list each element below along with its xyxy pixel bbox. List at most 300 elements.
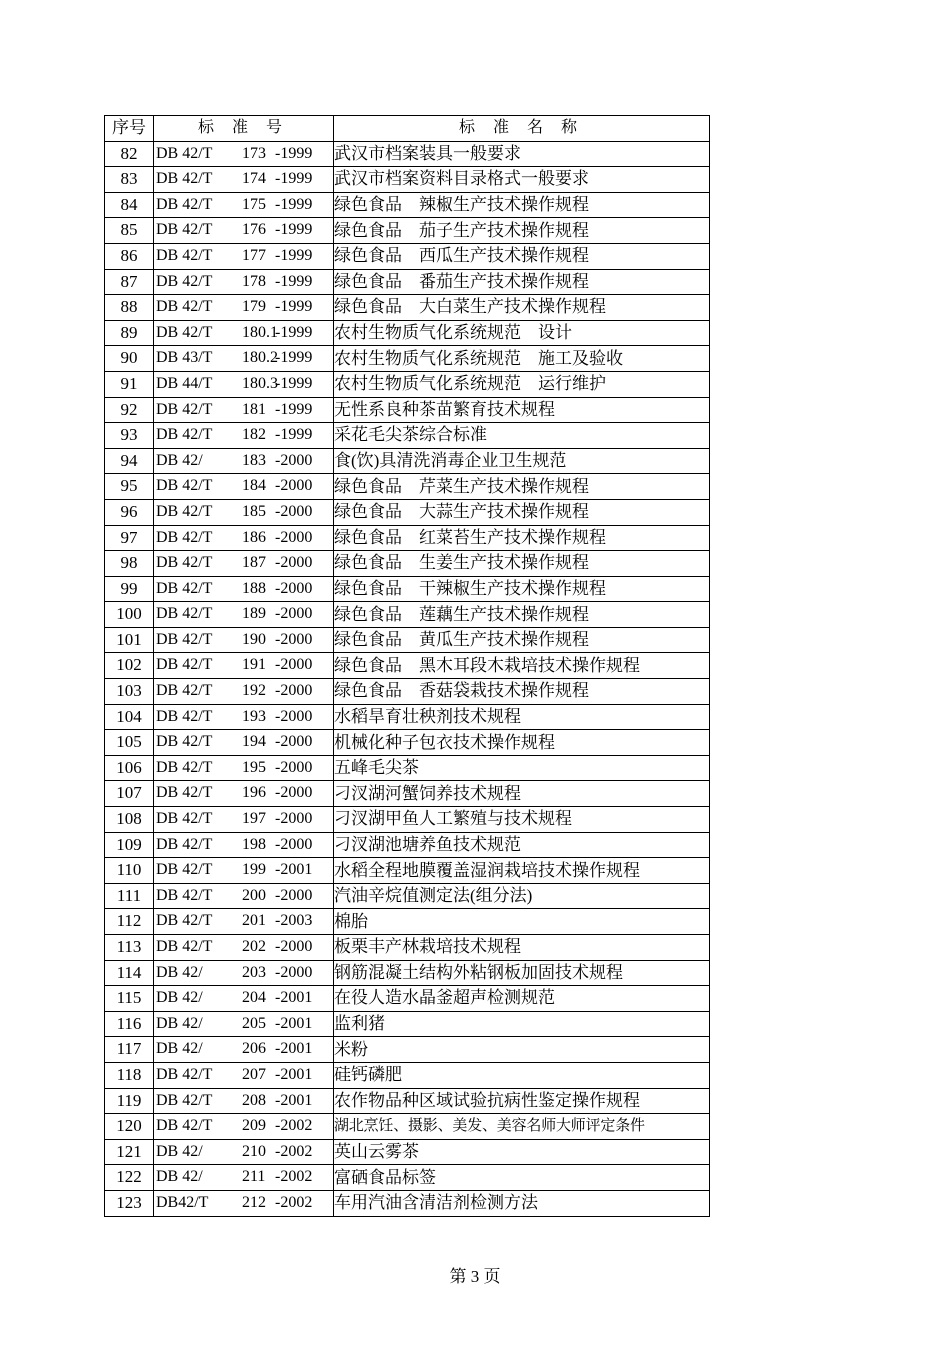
header-code: 标 准 号 (154, 116, 334, 142)
row-seq: 108 (105, 807, 154, 833)
row-standard-code (154, 423, 334, 449)
row-seq: 91 (105, 371, 154, 397)
code-year: -2002 (275, 1117, 313, 1135)
code-number: 180.2 (242, 349, 278, 367)
code-year: -2002 (275, 1142, 313, 1160)
table-row (105, 1114, 710, 1140)
header-name: 标 准 名 称 (334, 116, 710, 142)
code-number: 206 (242, 1040, 266, 1058)
code-number: 174 (242, 170, 266, 188)
table-row (105, 704, 710, 730)
code-prefix: DB 42/ (156, 1142, 203, 1160)
code-year: -1999 (275, 195, 313, 213)
code-prefix: DB 42/T (156, 554, 213, 572)
code-number: 179 (242, 298, 266, 316)
row-standard-name: 绿色食品 香菇袋栽技术操作规程 (334, 679, 710, 705)
code-number: 183 (242, 451, 266, 469)
code-number: 210 (242, 1142, 266, 1160)
table-row (105, 218, 710, 244)
code-prefix: DB 42/T (156, 144, 213, 162)
row-standard-code (154, 346, 334, 372)
row-standard-code (154, 525, 334, 551)
table-row (105, 832, 710, 858)
row-standard-code (154, 653, 334, 679)
row-seq: 99 (105, 576, 154, 602)
row-standard-code (154, 627, 334, 653)
code-prefix: DB 42/T (156, 682, 213, 700)
code-year: -2002 (275, 1168, 313, 1186)
code-year: -2000 (275, 579, 313, 597)
table-row (105, 1011, 710, 1037)
row-seq: 105 (105, 730, 154, 756)
row-seq: 122 (105, 1165, 154, 1191)
code-number: 186 (242, 528, 266, 546)
row-seq: 115 (105, 986, 154, 1012)
code-year: -2000 (275, 682, 313, 700)
code-year: -2000 (275, 963, 313, 981)
row-standard-name: 硅钙磷肥 (334, 1062, 710, 1088)
row-standard-name: 米粉 (334, 1037, 710, 1063)
row-seq: 87 (105, 269, 154, 295)
code-prefix: DB 42/T (156, 528, 213, 546)
row-standard-name: 食(饮)具清洗消毒企业卫生规范 (334, 448, 710, 474)
code-year: -2000 (275, 810, 313, 828)
row-standard-code (154, 935, 334, 961)
row-seq: 119 (105, 1088, 154, 1114)
row-standard-name: 采花毛尖茶综合标准 (334, 423, 710, 449)
row-seq: 109 (105, 832, 154, 858)
row-standard-name: 湖北烹饪、摄影、美发、美容名师大师评定条件 (334, 1114, 710, 1140)
code-number: 194 (242, 733, 266, 751)
row-standard-code (154, 269, 334, 295)
row-standard-code (154, 1190, 334, 1216)
table-row (105, 448, 710, 474)
row-standard-name: 农村生物质气化系统规范 设计 (334, 320, 710, 346)
row-standard-name: 绿色食品 大蒜生产技术操作规程 (334, 499, 710, 525)
code-number: 212 (242, 1193, 266, 1211)
row-standard-code (154, 1114, 334, 1140)
row-standard-name: 板栗丰产林栽培技术规程 (334, 935, 710, 961)
code-year: -1999 (275, 349, 313, 367)
table-row (105, 1037, 710, 1063)
row-seq: 84 (105, 192, 154, 218)
row-seq: 83 (105, 167, 154, 193)
row-standard-code (154, 1062, 334, 1088)
table-row (105, 653, 710, 679)
row-standard-name: 绿色食品 生姜生产技术操作规程 (334, 551, 710, 577)
row-standard-name: 农作物品种区域试验抗病性鉴定操作规程 (334, 1088, 710, 1114)
code-year: -2001 (275, 1065, 313, 1083)
page-number: 第 3 页 (449, 1267, 501, 1286)
row-standard-name: 农村生物质气化系统规范 施工及验收 (334, 346, 710, 372)
code-year: -1999 (275, 144, 313, 162)
row-standard-code (154, 1037, 334, 1063)
code-prefix: DB 42/ (156, 451, 203, 469)
code-number: 196 (242, 784, 266, 802)
code-number: 180.1 (242, 323, 278, 341)
code-year: -2000 (275, 528, 313, 546)
table-row (105, 781, 710, 807)
row-standard-code (154, 320, 334, 346)
row-standard-name: 绿色食品 番茄生产技术操作规程 (334, 269, 710, 295)
table-row (105, 192, 710, 218)
code-number: 184 (242, 477, 266, 495)
row-standard-code (154, 141, 334, 167)
code-prefix: DB 42/ (156, 989, 203, 1007)
code-prefix: DB 42/T (156, 1117, 213, 1135)
row-seq: 92 (105, 397, 154, 423)
code-year: -2002 (275, 1193, 313, 1211)
code-year: -2001 (275, 861, 313, 879)
row-standard-name: 汽油辛烷值测定法(组分法) (334, 883, 710, 909)
row-standard-name: 监利猪 (334, 1011, 710, 1037)
row-seq: 98 (105, 551, 154, 577)
code-number: 197 (242, 810, 266, 828)
code-year: -1999 (275, 298, 313, 316)
code-year: -2001 (275, 1091, 313, 1109)
row-seq: 112 (105, 909, 154, 935)
row-standard-code (154, 1139, 334, 1165)
table-row (105, 371, 710, 397)
code-prefix: DB 42/T (156, 1091, 213, 1109)
table-row (105, 602, 710, 628)
table-row (105, 627, 710, 653)
table-header-row (105, 116, 710, 142)
code-prefix: DB 42/T (156, 246, 213, 264)
table-row (105, 423, 710, 449)
code-prefix: DB 42/ (156, 963, 203, 981)
code-year: -2000 (275, 707, 313, 725)
table-row (105, 243, 710, 269)
code-number: 208 (242, 1091, 266, 1109)
code-prefix: DB 42/T (156, 502, 213, 520)
row-standard-name: 农村生物质气化系统规范 运行维护 (334, 371, 710, 397)
row-standard-name: 绿色食品 莲藕生产技术操作规程 (334, 602, 710, 628)
row-seq: 118 (105, 1062, 154, 1088)
code-year: -2000 (275, 938, 313, 955)
row-standard-name: 钢筋混凝土结构外粘钢板加固技术规程 (334, 960, 710, 986)
code-prefix: DB 44/T (156, 374, 213, 392)
row-standard-name: 绿色食品 干辣椒生产技术操作规程 (334, 576, 710, 602)
code-number: 178 (242, 272, 266, 290)
code-number: 185 (242, 502, 266, 520)
code-year: -2000 (275, 451, 313, 469)
row-standard-code (154, 1165, 334, 1191)
row-seq: 97 (105, 525, 154, 551)
table-row (105, 397, 710, 423)
row-standard-code (154, 704, 334, 730)
row-standard-name: 武汉市档案资料目录格式一般要求 (334, 167, 710, 193)
code-number: 200 (242, 886, 266, 904)
row-seq: 116 (105, 1011, 154, 1037)
code-prefix: DB 42/ (156, 1040, 203, 1058)
row-seq: 95 (105, 474, 154, 500)
row-standard-name: 绿色食品 黄瓜生产技术操作规程 (334, 627, 710, 653)
table-row (105, 935, 710, 961)
table-row (105, 679, 710, 705)
code-number: 199 (242, 861, 266, 879)
code-year: -2000 (275, 835, 313, 853)
table-row (105, 295, 710, 321)
table-row (105, 474, 710, 500)
code-year: -1999 (275, 426, 313, 444)
row-seq: 110 (105, 858, 154, 884)
row-seq: 85 (105, 218, 154, 244)
row-standard-name: 水稻全程地膜覆盖湿润栽培技术操作规程 (334, 858, 710, 884)
code-prefix: DB 42/T (156, 221, 213, 239)
row-standard-code (154, 295, 334, 321)
code-number: 193 (242, 707, 266, 725)
row-standard-name: 英山云雾茶 (334, 1139, 710, 1165)
code-prefix: DB 42/T (156, 272, 213, 290)
code-prefix: DB 42/ (156, 1168, 203, 1186)
row-standard-name: 刁汊湖池塘养鱼技术规范 (334, 832, 710, 858)
code-prefix: DB 42/T (156, 477, 213, 495)
table-row (105, 499, 710, 525)
row-seq: 100 (105, 602, 154, 628)
row-seq: 113 (105, 935, 154, 961)
row-standard-name: 五峰毛尖茶 (334, 755, 710, 781)
row-standard-code (154, 755, 334, 781)
row-standard-code (154, 192, 334, 218)
row-standard-code (154, 551, 334, 577)
row-standard-code (154, 909, 334, 935)
row-seq: 89 (105, 320, 154, 346)
row-seq: 104 (105, 704, 154, 730)
header-seq: 序号 (105, 116, 154, 142)
row-seq: 88 (105, 295, 154, 321)
code-number: 175 (242, 195, 266, 213)
row-standard-code (154, 1088, 334, 1114)
row-standard-name: 绿色食品 黑木耳段木栽培技术操作规程 (334, 653, 710, 679)
row-standard-name: 刁汊湖河蟹饲养技术规程 (334, 781, 710, 807)
code-year: -2000 (275, 554, 313, 572)
code-number: 195 (242, 758, 266, 776)
code-number: 203 (242, 963, 266, 981)
table-row (105, 320, 710, 346)
row-seq: 106 (105, 755, 154, 781)
row-standard-code (154, 371, 334, 397)
row-standard-code (154, 679, 334, 705)
code-prefix: DB 42/T (156, 835, 213, 853)
row-standard-name: 绿色食品 大白菜生产技术操作规程 (334, 295, 710, 321)
row-standard-code (154, 883, 334, 909)
table-body (105, 141, 710, 1216)
row-standard-code (154, 960, 334, 986)
code-prefix: DB 42/T (156, 605, 213, 623)
row-standard-code (154, 167, 334, 193)
code-year: -2000 (275, 502, 313, 520)
code-prefix: DB 42/T (156, 810, 213, 828)
code-year: -2000 (275, 630, 313, 648)
row-standard-name: 水稻旱育壮秧剂技术规程 (334, 704, 710, 730)
code-number: 187 (242, 554, 266, 572)
row-seq: 101 (105, 627, 154, 653)
row-standard-code (154, 730, 334, 756)
code-number: 204 (242, 989, 266, 1007)
row-standard-code (154, 576, 334, 602)
code-year: -2000 (275, 758, 313, 776)
code-number: 192 (242, 682, 266, 700)
row-standard-name: 无性系良种茶苗繁育技术规程 (334, 397, 710, 423)
row-standard-code (154, 448, 334, 474)
code-number: 182 (242, 426, 266, 444)
code-prefix: DB 42/T (156, 1065, 213, 1083)
code-number: 211 (242, 1168, 266, 1186)
code-prefix: DB 42/T (156, 938, 213, 955)
code-prefix: DB42/T (156, 1193, 209, 1211)
row-standard-code (154, 986, 334, 1012)
code-number: 198 (242, 835, 266, 853)
code-year: -1999 (275, 374, 313, 392)
row-standard-code (154, 499, 334, 525)
row-seq: 102 (105, 653, 154, 679)
code-number: 205 (242, 1014, 266, 1032)
table-row (105, 1190, 710, 1216)
row-seq: 82 (105, 141, 154, 167)
table-row (105, 551, 710, 577)
code-prefix: DB 43/T (156, 349, 213, 367)
row-seq: 93 (105, 423, 154, 449)
code-year: -2001 (275, 1014, 313, 1032)
row-standard-code (154, 397, 334, 423)
code-year: -1999 (275, 400, 313, 418)
row-seq: 94 (105, 448, 154, 474)
code-prefix: DB 42/T (156, 323, 213, 341)
row-standard-name: 绿色食品 西瓜生产技术操作规程 (334, 243, 710, 269)
code-year: -2000 (275, 477, 313, 495)
code-number: 191 (242, 656, 266, 674)
code-prefix: DB 42/T (156, 861, 213, 879)
code-prefix: DB 42/T (156, 912, 213, 930)
row-seq: 120 (105, 1114, 154, 1140)
code-number: 180.3 (242, 374, 278, 392)
code-prefix: DB 42/ (156, 1014, 203, 1032)
code-prefix: DB 42/T (156, 758, 213, 776)
table-row (105, 346, 710, 372)
row-standard-name: 刁汊湖甲鱼人工繁殖与技术规程 (334, 807, 710, 833)
row-standard-name: 绿色食品 芹菜生产技术操作规程 (334, 474, 710, 500)
row-seq: 90 (105, 346, 154, 372)
row-standard-name: 在役人造水晶釜超声检测规范 (334, 986, 710, 1012)
code-year: -2001 (275, 1040, 313, 1058)
row-standard-name: 绿色食品 茄子生产技术操作规程 (334, 218, 710, 244)
code-year: -2000 (275, 733, 313, 751)
code-number: 188 (242, 579, 266, 597)
row-standard-code (154, 602, 334, 628)
table-row (105, 141, 710, 167)
table-row (105, 807, 710, 833)
code-prefix: DB 42/T (156, 400, 213, 418)
row-standard-name: 富硒食品标签 (334, 1165, 710, 1191)
code-year: -2000 (275, 656, 313, 674)
table-row (105, 167, 710, 193)
row-seq: 96 (105, 499, 154, 525)
row-standard-code (154, 781, 334, 807)
code-year: -1999 (275, 170, 313, 188)
code-prefix: DB 42/T (156, 733, 213, 751)
row-standard-code (154, 1011, 334, 1037)
code-prefix: DB 42/T (156, 195, 213, 213)
row-standard-name: 棉胎 (334, 909, 710, 935)
row-standard-name: 车用汽油含清洁剂检测方法 (334, 1190, 710, 1216)
row-standard-code (154, 474, 334, 500)
row-standard-name: 武汉市档案装具一般要求 (334, 141, 710, 167)
row-seq: 103 (105, 679, 154, 705)
table-row (105, 525, 710, 551)
code-year: -1999 (275, 323, 313, 341)
code-year: -2000 (275, 605, 313, 623)
table-row (105, 1062, 710, 1088)
code-prefix: DB 42/T (156, 426, 213, 444)
code-prefix: DB 42/T (156, 298, 213, 316)
code-prefix: DB 42/T (156, 630, 213, 648)
table-row (105, 986, 710, 1012)
code-prefix: DB 42/T (156, 579, 213, 597)
row-seq: 121 (105, 1139, 154, 1165)
row-standard-code (154, 243, 334, 269)
code-year: -1999 (275, 221, 313, 239)
code-prefix: DB 42/T (156, 656, 213, 674)
code-number: 207 (242, 1065, 266, 1083)
table-row (105, 1139, 710, 1165)
code-number: 209 (242, 1117, 266, 1135)
code-number: 189 (242, 605, 266, 623)
code-prefix: DB 42/T (156, 707, 213, 725)
row-standard-code (154, 858, 334, 884)
row-standard-name: 绿色食品 辣椒生产技术操作规程 (334, 192, 710, 218)
code-prefix: DB 42/T (156, 170, 213, 188)
row-seq: 111 (105, 883, 154, 909)
code-number: 176 (242, 221, 266, 239)
code-prefix: DB 42/T (156, 886, 213, 904)
code-number: 181 (242, 400, 266, 418)
table-row (105, 960, 710, 986)
row-standard-code (154, 218, 334, 244)
row-seq: 117 (105, 1037, 154, 1063)
row-seq: 86 (105, 243, 154, 269)
code-number: 173 (242, 144, 266, 162)
row-standard-name: 机械化种子包衣技术操作规程 (334, 730, 710, 756)
code-year: -2003 (275, 912, 313, 930)
code-number: 190 (242, 630, 266, 648)
table-row (105, 883, 710, 909)
code-year: -2001 (275, 989, 313, 1007)
code-year: -1999 (275, 272, 313, 290)
code-number: 177 (242, 246, 266, 264)
row-standard-code (154, 807, 334, 833)
row-seq: 107 (105, 781, 154, 807)
row-standard-name: 绿色食品 红菜苔生产技术操作规程 (334, 525, 710, 551)
table-row (105, 576, 710, 602)
code-year: -2000 (275, 886, 313, 904)
table-row (105, 858, 710, 884)
table-row (105, 909, 710, 935)
code-prefix: DB 42/T (156, 784, 213, 802)
row-standard-code (154, 832, 334, 858)
code-number: 201 (242, 912, 266, 930)
code-number: 202 (242, 938, 266, 955)
row-seq: 114 (105, 960, 154, 986)
code-year: -1999 (275, 246, 313, 264)
code-year: -2000 (275, 784, 313, 802)
row-seq: 123 (105, 1190, 154, 1216)
table-row (105, 730, 710, 756)
table-row (105, 269, 710, 295)
standards-table (104, 115, 710, 1217)
table-row (105, 1165, 710, 1191)
table-row (105, 755, 710, 781)
